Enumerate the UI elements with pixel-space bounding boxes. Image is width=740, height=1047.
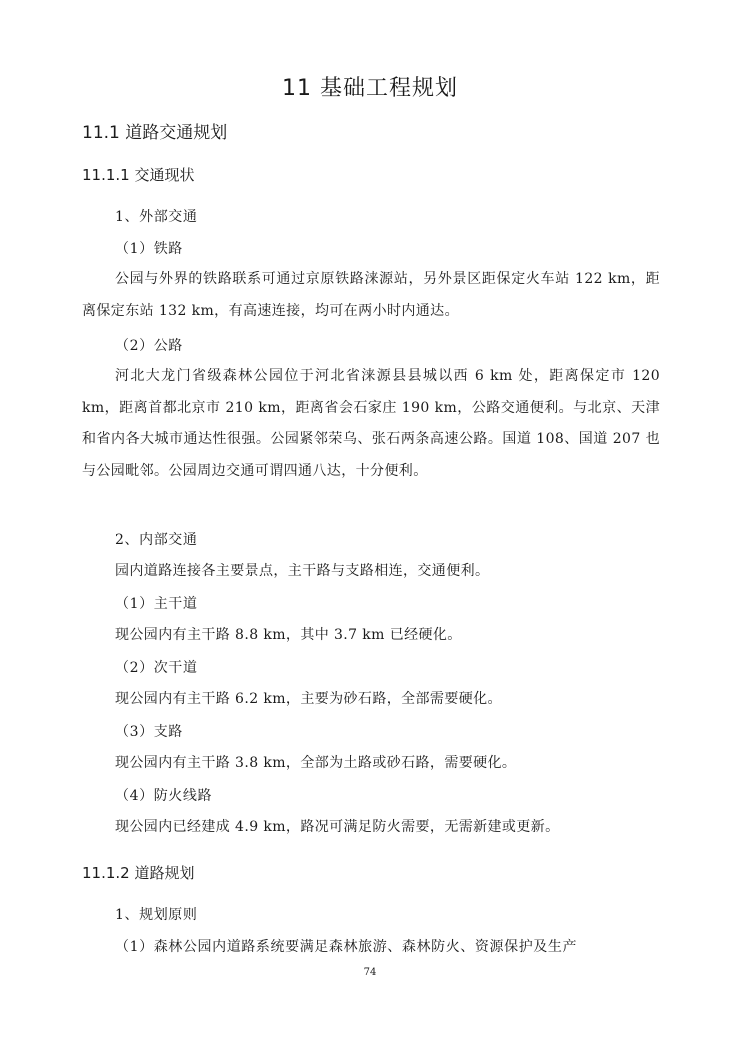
internal-traffic-heading: 2、内部交通 [115, 532, 198, 548]
main-road-heading: （1）主干道 [115, 596, 198, 612]
chapter-title: 11 基础工程规划 [282, 76, 458, 101]
section-heading: 11.1 道路交通规划 [82, 123, 228, 143]
secondary-road-heading: （2）次干道 [115, 660, 198, 676]
firebreak-road-paragraph: 现公园内已经建成 4.9 km，路况可满足防火需要，无需新建或更新。 [115, 819, 560, 835]
railway-paragraph: 公园与外界的铁路联系可通过京原铁路涞源站，另外景区距保定火车站 122 km，距离保定东站 132 km，有高速连接，均可在两小时内通达。 [82, 271, 660, 319]
highway-heading: （2）公路 [115, 338, 183, 354]
secondary-road-paragraph: 现公园内有主干路 6.2 km，主要为砂石路，全部需要硬化。 [115, 691, 502, 707]
highway-paragraph: 河北大龙门省级森林公园位于河北省涞源县县城以西 6 km 处，距离保定市 120 km，距离首都北京市 210 km，距离省会石家庄 190 km，公路交通便利。与北京、天津和省内各大城市通达性很强。公园紧邻荣乌、张石两条高速公路。国道 108、国道 207 也与公园毗邻。公园周边交通可谓四通八达，十分便利。 [82, 368, 660, 479]
railway-heading: （1）铁路 [115, 241, 183, 257]
external-traffic-heading: 1、外部交通 [115, 209, 198, 225]
subsection-heading-road-planning: 11.1.2 道路规划 [82, 864, 195, 882]
branch-road-heading: （3）支路 [115, 724, 183, 740]
planning-principles-heading: 1、规划原则 [115, 907, 198, 923]
subsection-heading-current-traffic: 11.1.1 交通现状 [82, 166, 195, 184]
planning-principle-1: （1）森林公园内道路系统要满足森林旅游、森林防火、资源保护及生产 [115, 939, 578, 955]
branch-road-paragraph: 现公园内有主干路 3.8 km，全部为土路或砂石路，需要硬化。 [115, 755, 517, 771]
internal-traffic-paragraph: 园内道路连接各主要景点，主干路与支路相连，交通便利。 [115, 563, 490, 579]
main-road-paragraph: 现公园内有主干路 8.8 km，其中 3.7 km 已经硬化。 [115, 627, 462, 643]
firebreak-road-heading: （4）防火线路 [115, 788, 213, 804]
page-number: 74 [363, 967, 377, 978]
